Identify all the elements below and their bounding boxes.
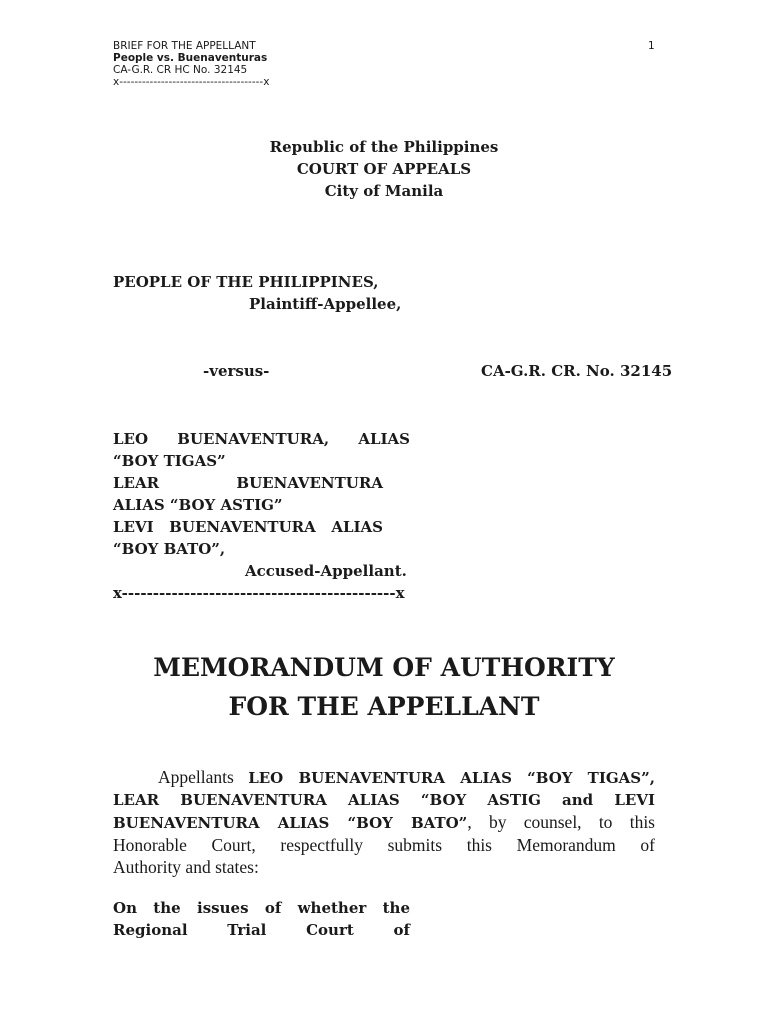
versus-label: -versus- (203, 362, 270, 380)
intro-text: Appellants (158, 767, 249, 787)
accused-line: ALIAS “BOY ASTIG” (113, 496, 283, 514)
intro-line: LEAR BUENAVENTURA ALIAS “BOY ASTIG and LEVI (113, 791, 655, 809)
page-number: 1 (648, 40, 655, 52)
accused-line: LEVI BUENAVENTURA ALIAS (113, 518, 383, 536)
appellant-name: BUENAVENTURA ALIAS “BOY BATO” (113, 814, 468, 832)
city-heading: City of Manila (324, 182, 444, 200)
accused-line: “BOY BATO”, (113, 540, 226, 558)
accused-role: Accused-Appellant. (245, 562, 407, 580)
court-name-heading: COURT OF APPEALS (296, 160, 472, 178)
intro-line (113, 811, 655, 834)
intro-text: , by counsel, to this (467, 812, 655, 832)
plaintiff-name: PEOPLE OF THE PHILIPPINES, (113, 273, 379, 291)
intro-line: Honorable Court, respectfully submits this Memorandum of (113, 835, 655, 855)
document-title-line1: MEMORANDUM OF AUTHORITY (153, 653, 615, 682)
issue-line: Regional Trial Court of (113, 921, 410, 939)
republic-heading: Republic of the Philippines (269, 138, 499, 156)
issue-line: On the issues of whether the (113, 899, 410, 917)
header-separator: x--------------------------------------x (113, 76, 270, 88)
accused-line: LEO BUENAVENTURA, ALIAS (113, 430, 410, 448)
case-number: CA-G.R. CR. No. 32145 (481, 362, 673, 380)
document-title-line2: FOR THE APPELLANT (228, 692, 540, 721)
accused-line: LEAR BUENAVENTURA (113, 474, 383, 492)
intro-line (113, 766, 655, 789)
appellant-name: LEO BUENAVENTURA ALIAS “BOY TIGAS”, (248, 769, 655, 787)
intro-line: Authority and states: (113, 857, 259, 877)
caption-separator: x--------------------------------------------x (113, 584, 405, 602)
header-brief-title: BRIEF FOR THE APPELLANT (113, 40, 256, 52)
header-case-number: CA-G.R. CR HC No. 32145 (113, 64, 248, 76)
intro-paragraph (113, 766, 655, 878)
header-case-title: People vs. Buenaventuras (113, 52, 268, 64)
accused-line: “BOY TIGAS” (113, 452, 226, 470)
plaintiff-role: Plaintiff-Appellee, (249, 295, 402, 313)
